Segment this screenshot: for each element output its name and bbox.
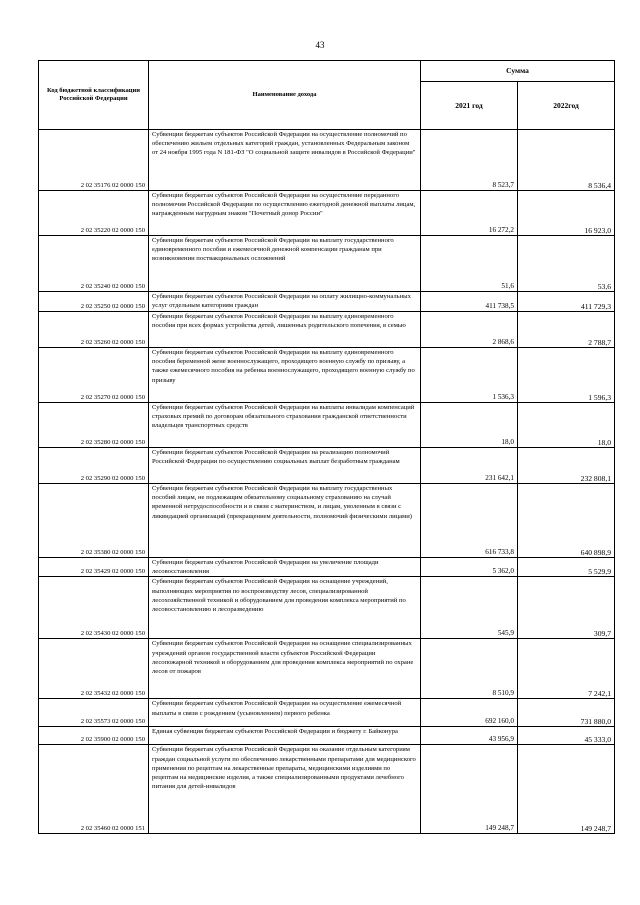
- table-row: [39, 312, 615, 348]
- row-amount-2022: 1 596,3: [518, 348, 615, 403]
- table-row: [39, 577, 615, 639]
- row-name: Субвенции бюджетам субъектов Российской Федерации на оснащение учреждений, выполняющих мероприятия по воспроизводству лесов, специализированной лесохозяйственной техникой и оборудованием для проведения комплекса мероприятий по лесовосстановлению и лесоразведению: [149, 577, 421, 639]
- row-code: 2 02 35430 02 0000 150: [39, 577, 149, 639]
- row-name: Субвенции бюджетам субъектов Российской Федерации на выплату государственного единовременного пособия и ежемесячной денежной компенсации гражданам при возникновении поствакцинальных осложнений: [149, 236, 421, 292]
- row-name: Субвенции бюджетам субъектов Российской Федерации на выплату государственных пособий лицам, не подлежащим обязательному социальному страхованию на случай временной нетрудоспособности и в связи с материнством, и лицам, уволенным в связи с ликвидацией организаций (прекращением деятельности, полномочий физическими лицами): [149, 484, 421, 558]
- header-code: Код бюджетной классификации Российской Федерации: [39, 61, 149, 130]
- row-amount-2021: 8 510,9: [421, 639, 518, 699]
- row-amount-2022: 731 880,0: [518, 699, 615, 727]
- row-amount-2022: 53,6: [518, 236, 615, 292]
- row-code: 2 02 35900 02 0000 150: [39, 727, 149, 745]
- row-code: 2 02 35460 02 0000 151: [39, 745, 149, 834]
- row-code: 2 02 35290 02 0000 150: [39, 448, 149, 484]
- header-year-2021: 2021 год: [421, 82, 518, 130]
- row-amount-2022: 18,0: [518, 403, 615, 448]
- header-name: Наименование дохода: [149, 61, 421, 130]
- table-row: [39, 292, 615, 312]
- row-amount-2022: 8 536,4: [518, 130, 615, 191]
- row-amount-2022: 411 729,3: [518, 292, 615, 312]
- row-amount-2021: 5 362,0: [421, 558, 518, 577]
- row-amount-2022: 5 529,9: [518, 558, 615, 577]
- table-row: [39, 348, 615, 403]
- row-name: Субвенции бюджетам субъектов Российской Федерации на выплату единовременного пособия при всех формах устройства детей, лишенных родительского попечения, в семью: [149, 312, 421, 348]
- row-name: Субвенции бюджетам субъектов Российской Федерации на осуществление полномочий по обеспечению жильем отдельных категорий граждан, установленных Федеральным законом от 24 ноября 1995 года N 181-ФЗ "О социальной защите инвалидов в Российской Федерации": [149, 130, 421, 191]
- row-amount-2021: 51,6: [421, 236, 518, 292]
- row-code: 2 02 35176 02 0000 150: [39, 130, 149, 191]
- table-row: [39, 558, 615, 577]
- row-amount-2022: 16 923,0: [518, 191, 615, 236]
- table-row: [39, 191, 615, 236]
- row-amount-2021: 16 272,2: [421, 191, 518, 236]
- row-amount-2022: 45 333,0: [518, 727, 615, 745]
- row-code: 2 02 35432 02 0000 150: [39, 639, 149, 699]
- row-amount-2021: 8 523,7: [421, 130, 518, 191]
- row-code: 2 02 35270 02 0000 150: [39, 348, 149, 403]
- row-name: Субвенции бюджетам субъектов Российской Федерации на осуществление переданного полномочия Российской Федерации по осуществлению ежегодной денежной выплаты лицам, награжденным нагрудным знаком "Почетный донор России": [149, 191, 421, 236]
- table-body: [39, 130, 615, 834]
- table-row: [39, 699, 615, 727]
- row-amount-2022: 309,7: [518, 577, 615, 639]
- row-name: Субвенции бюджетам субъектов Российской Федерации на оснащение специализированных учреждений органов государственной власти субъектов Российской Федерации лесопожарной техникой и оборудованием для проведения комплекса мероприятий по охране лесов от пожаров: [149, 639, 421, 699]
- row-amount-2022: 149 248,7: [518, 745, 615, 834]
- row-amount-2021: 149 248,7: [421, 745, 518, 834]
- table-row: [39, 639, 615, 699]
- row-code: 2 02 35573 02 0000 150: [39, 699, 149, 727]
- row-name: Субвенции бюджетам субъектов Российской Федерации на выплату единовременного пособия беременной жене военнослужащего, проходящего военную службу по призыву, а также ежемесячного пособия на ребенка военнослужащего, проходящего военную службу по призыву: [149, 348, 421, 403]
- row-name: Субвенции бюджетам субъектов Российской Федерации на оказание отдельным категориям граждан социальной услуги по обеспечению лекарственными препаратами для медицинского применения по рецептам на лекарственные препараты, медицинскими изделиями по рецептам на медицинские изделия, а также специализированными продуктами лечебного питания для детей-инвалидов: [149, 745, 421, 834]
- row-amount-2021: 411 738,5: [421, 292, 518, 312]
- row-name: Субвенции бюджетам субъектов Российской Федерации на выплаты инвалидам компенсаций страховых премий по договорам обязательного страхования гражданской ответственности владельцев транспортных средств: [149, 403, 421, 448]
- table-row: [39, 745, 615, 834]
- row-amount-2021: 1 536,3: [421, 348, 518, 403]
- row-amount-2021: 18,0: [421, 403, 518, 448]
- header-year-2022: 2022год: [518, 82, 615, 130]
- row-amount-2021: 43 956,9: [421, 727, 518, 745]
- row-name: Субвенции бюджетам субъектов Российской Федерации на увеличение площади лесовосстановления: [149, 558, 421, 577]
- row-name: Субвенции бюджетам субъектов Российской Федерации на осуществление ежемесячной выплаты в связи с рождением (усыновлением) первого ребенка: [149, 699, 421, 727]
- row-amount-2021: 231 642,1: [421, 448, 518, 484]
- table-row: [39, 484, 615, 558]
- row-code: 2 02 35240 02 0000 150: [39, 236, 149, 292]
- row-code: 2 02 35380 02 0000 150: [39, 484, 149, 558]
- row-amount-2021: 545,9: [421, 577, 518, 639]
- row-amount-2022: 2 788,7: [518, 312, 615, 348]
- row-amount-2021: 2 868,6: [421, 312, 518, 348]
- page-number: 43: [315, 40, 325, 50]
- row-name: Единая субвенция бюджетам субъектов Российской Федерации и бюджету г. Байконура: [149, 727, 421, 745]
- row-amount-2022: 232 808,1: [518, 448, 615, 484]
- row-amount-2021: 616 733,8: [421, 484, 518, 558]
- header-sum: Сумма: [421, 61, 615, 82]
- row-amount-2021: 692 160,0: [421, 699, 518, 727]
- table-row: [39, 236, 615, 292]
- row-code: 2 02 35250 02 0000 150: [39, 292, 149, 312]
- income-table: [38, 60, 615, 834]
- table-row: [39, 448, 615, 484]
- row-code: 2 02 35280 02 0000 150: [39, 403, 149, 448]
- row-amount-2022: 7 242,1: [518, 639, 615, 699]
- row-code: 2 02 35220 02 0000 150: [39, 191, 149, 236]
- row-amount-2022: 640 898,9: [518, 484, 615, 558]
- table-row: [39, 727, 615, 745]
- table-row: [39, 130, 615, 191]
- row-name: Субвенции бюджетам субъектов Российской Федерации на оплату жилищно-коммунальных услуг отдельным категориям граждан: [149, 292, 421, 312]
- row-code: 2 02 35260 02 0000 150: [39, 312, 149, 348]
- row-code: 2 02 35429 02 0000 150: [39, 558, 149, 577]
- row-name: Субвенции бюджетам субъектов Российской Федерации на реализацию полномочий Российской Федерации по осуществлению социальных выплат безработным гражданам: [149, 448, 421, 484]
- table-row: [39, 403, 615, 448]
